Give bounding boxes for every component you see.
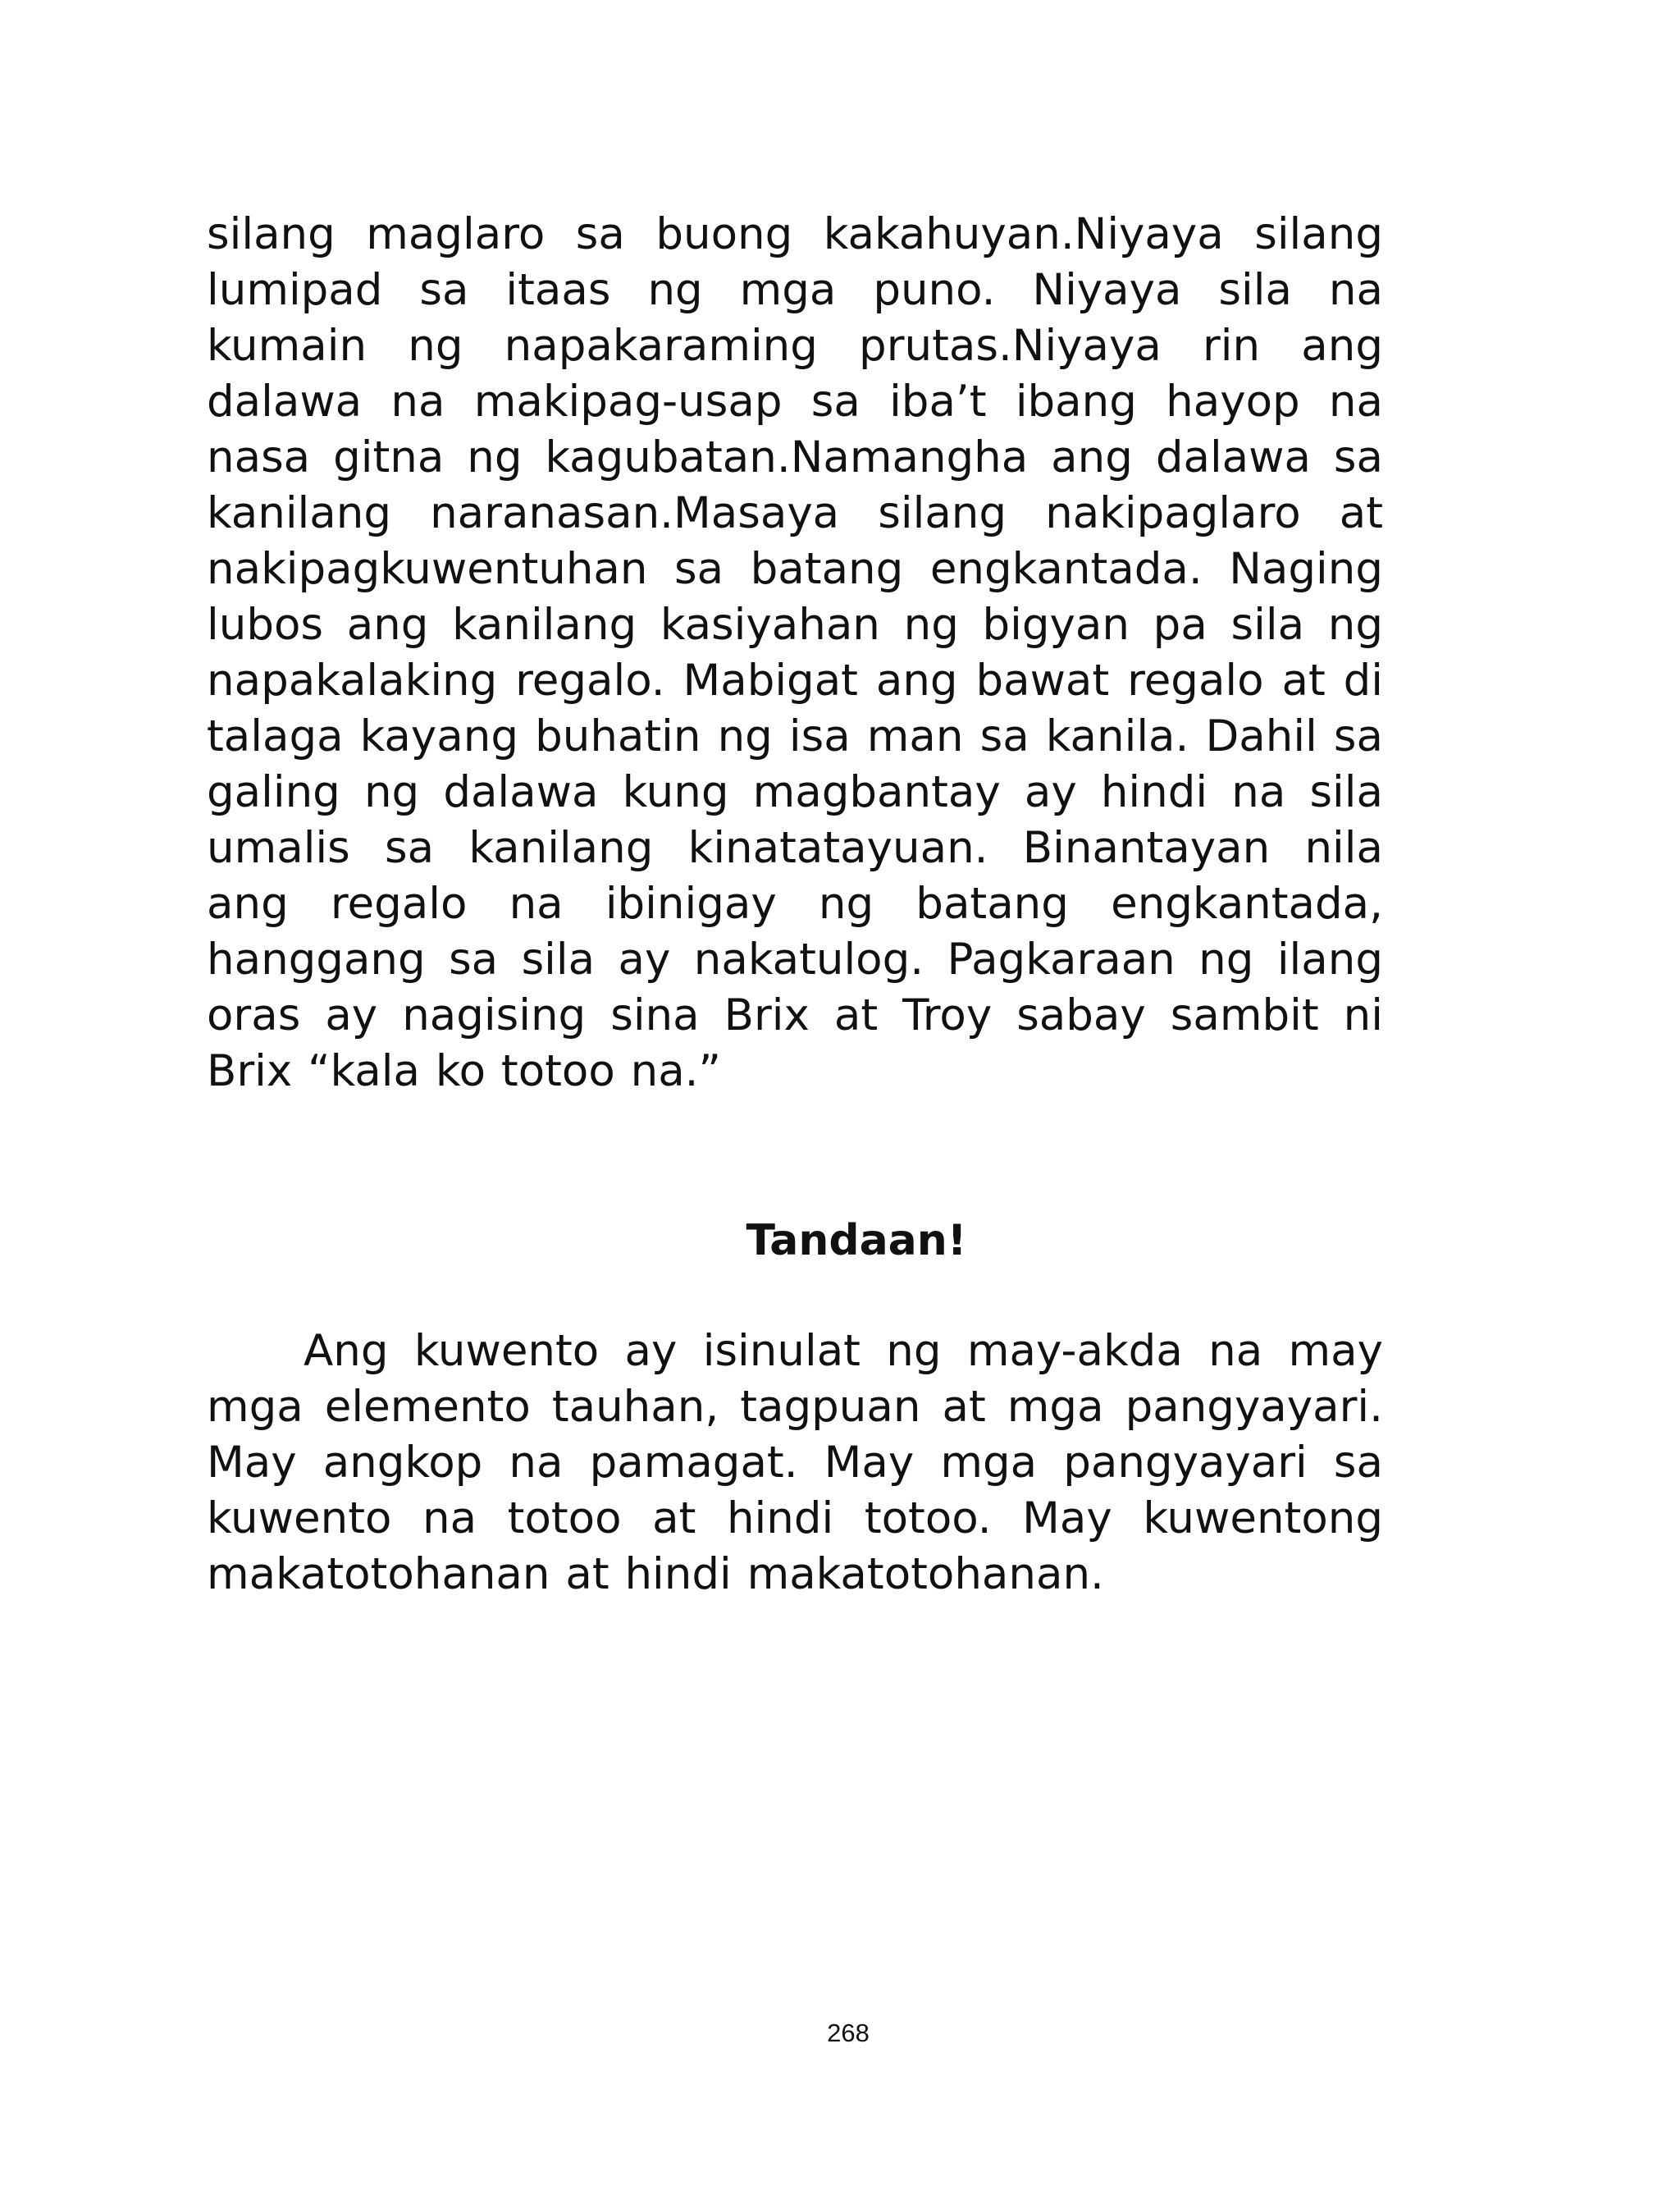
reminder-heading: Tandaan! xyxy=(746,1216,967,1265)
reminder-paragraph xyxy=(207,1324,1383,1602)
reminder-paragraph-text: Ang kuwento ay isinulat ng may-akda na may mga elemento tauhan, tagpuan at mga pangyayari. May angkop na pamagat. May mga pangyayari sa kuwento na totoo at hindi totoo. May kuwentong makatotohanan at hindi makatotohanan. xyxy=(207,1326,1383,1599)
page-number: 268 xyxy=(827,2019,870,2047)
story-paragraph: silang maglaro sa buong kakahuyan.Niyaya silang lumipad sa itaas ng mga puno. Niyaya sila na kumain ng napakaraming prutas.Niyaya rin ang dalawa na makipag-usap sa iba’t ibang hayop na nasa gitna ng kagubatan.Namangha ang dalawa sa kanilang naranasan.Masaya silang nakipaglaro at nakipagkuwentuhan sa batang engkantada. Naging lubos ang kanilang kasiyahan ng bigyan pa sila ng napakalaking regalo. Mabigat ang bawat regalo at di talaga kayang buhatin ng isa man sa kanila. Dahil sa galing ng dalawa kung magbantay ay hindi na sila umalis sa kanilang kinatatayuan. Binantayan nila ang regalo na ibinigay ng batang engkantada, hanggang sa sila ay nakatulog. Pagkaraan ng ilang oras ay nagising sina Brix at Troy sabay sambit ni Brix “kala ko totoo na.” xyxy=(207,209,1383,1096)
